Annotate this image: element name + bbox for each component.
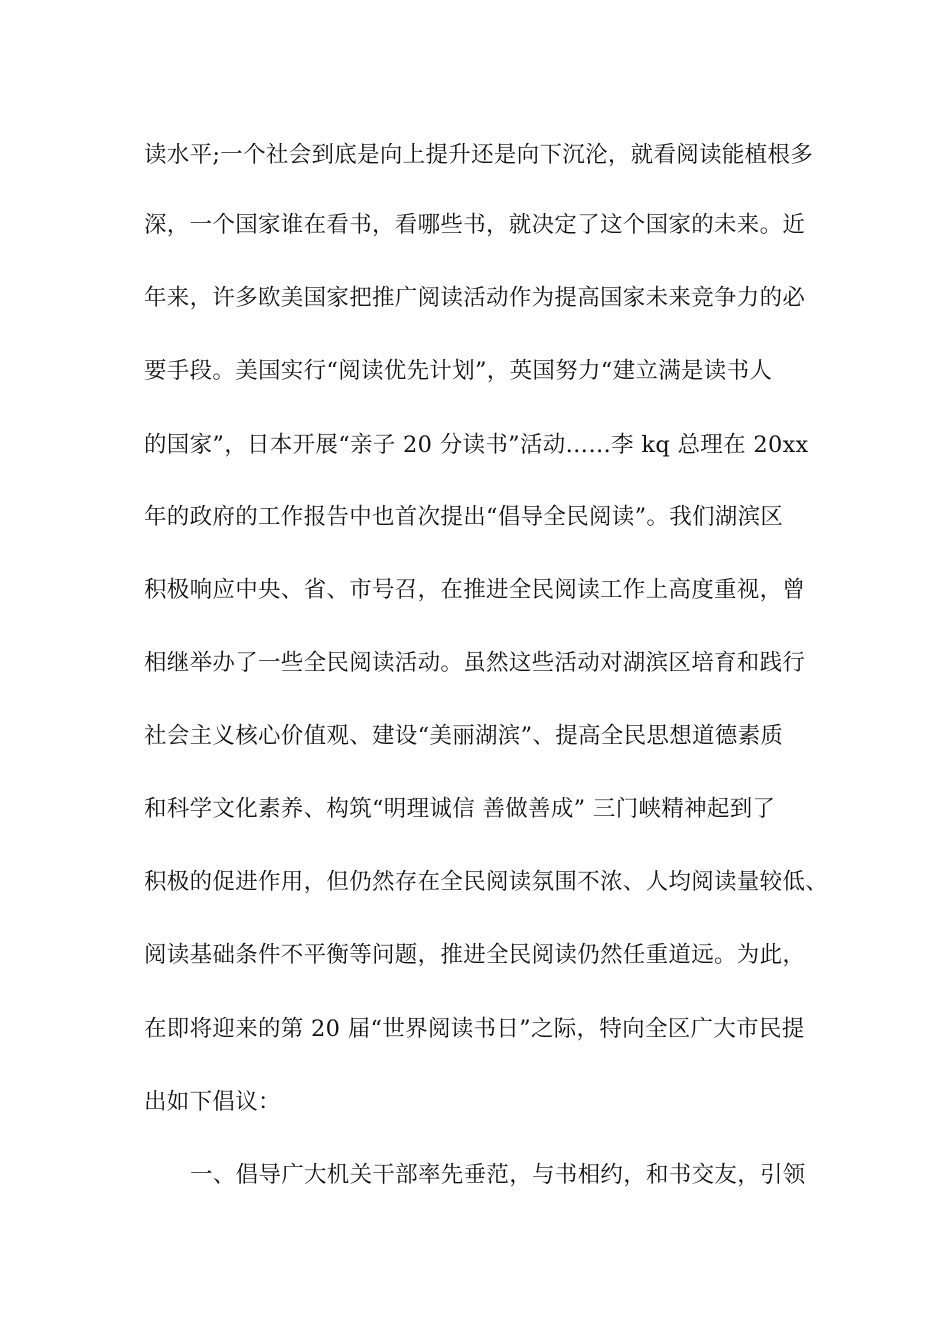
body-text-line: 社会主义核心价值观、建设“美丽湖滨”、提高全民思想道德素质: [144, 723, 784, 749]
body-text-line: 要手段。美国实行“阅读优先计划”，英国努力“建立满是读书人: [144, 358, 773, 384]
body-text-line: 年的政府的工作报告中也首次提出“倡导全民阅读”。我们湖滨区: [144, 504, 784, 530]
body-text-line: 积极的促进作用，但仍然存在全民阅读氛围不浓、人均阅读量较低、: [144, 869, 829, 895]
body-text-line: 读水平;一个社会到底是向上提升还是向下沉沦，就看阅读能植根多: [144, 142, 814, 168]
body-text-line: 在即将迎来的第 20 届“世界阅读书日”之际，特向全区广大市民提: [144, 1016, 805, 1042]
body-text-line: 深，一个国家谁在看书，看哪些书，就决定了这个国家的未来。近: [144, 212, 806, 238]
body-text-line: 阅读基础条件不平衡等问题，推进全民阅读仍然任重道远。为此，: [144, 942, 806, 968]
body-text-line: 的国家”，日本开展“亲子 20 分读书”活动……李 kq 总理在 20xx: [144, 432, 809, 458]
body-text-line: 年来，许多欧美国家把推广阅读活动作为提高国家未来竞争力的必: [144, 285, 806, 311]
body-text-line: 出如下倡议：: [144, 1089, 281, 1115]
paragraph-first-line: 一、倡导广大机关干部率先垂范，与书相约，和书交友，引领: [190, 1162, 806, 1188]
body-text-line: 相继举办了一些全民阅读活动。虽然这些活动对湖滨区培育和践行: [144, 650, 806, 676]
body-text-line: 和科学文化素养、构筑“明理诚信 善做善成” 三门峡精神起到了: [144, 796, 776, 822]
body-text-line: 积极响应中央、省、市号召，在推进全民阅读工作上高度重视，曾: [144, 577, 806, 603]
